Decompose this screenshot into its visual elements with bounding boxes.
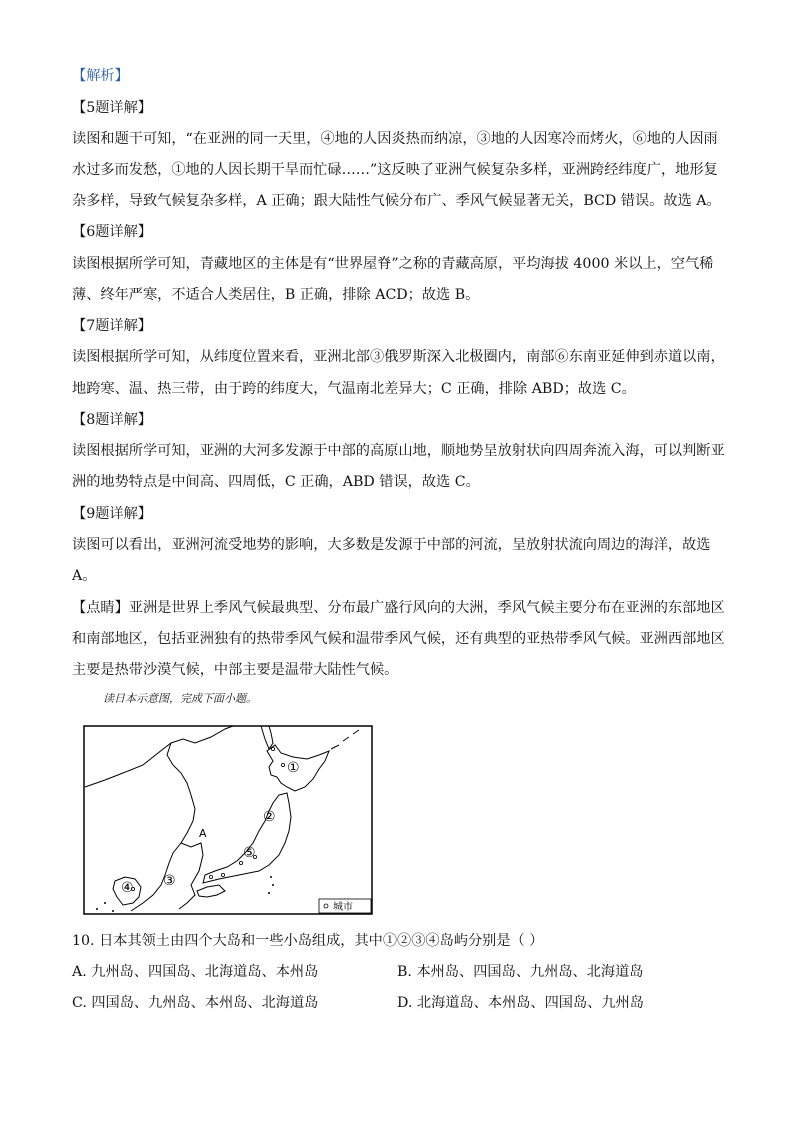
label-1: ① — [287, 760, 300, 776]
option-a[interactable]: A. 九州岛、四国岛、北海道岛、本州岛 — [72, 964, 319, 980]
q8-heading: 【8题详解】 — [72, 412, 152, 428]
label-5: ⑤ — [243, 845, 256, 861]
label-2: ② — [263, 809, 276, 825]
map-caption: 读日本示意图，完成下面小题。 — [103, 692, 257, 705]
q7-text-1: 读图根据所学可知，从纬度位置来看，亚洲北部③俄罗斯深入北极圈内，南部⑥东南亚延伸到赤道以南， — [72, 349, 725, 365]
q9-heading: 【9题详解】 — [72, 506, 152, 522]
q7-text-2: 地跨寒、温、热三带，由于跨的纬度大，气温南北差异大；C 正确，排除 ABD；故选 C。 — [72, 381, 636, 397]
legend-city-label: 城市 — [333, 902, 353, 913]
label-3: ③ — [163, 873, 176, 889]
tip-text-1: 【点睛】亚洲是世界上季风气候最典型、分布最广盛行风向的大洲，季风气候主要分布在亚洲的东部地区 — [72, 600, 725, 616]
q8-text-2: 洲的地势特点是中间高、四周低，C 正确，ABD 错误，故选 C。 — [72, 474, 480, 490]
q6-text-1: 读图根据所学可知，青藏地区的主体是有“世界屋脊”之称的青藏高原，平均海拔 4000 米以上，空气稀 — [72, 256, 714, 272]
tip-text-3: 主要是热带沙漠气候，中部主要是温带大陆性气候。 — [72, 662, 399, 678]
option-d[interactable]: D. 北海道岛、本州岛、四国岛、九州岛 — [397, 995, 644, 1011]
analysis-title: 【解析】 — [72, 68, 129, 84]
q5-text-3: 杂多样，导致气候复杂多样，A 正确；跟大陆性气候分布广、季风气候显著无关，BCD 错误。故选 A。 — [72, 193, 721, 209]
q6-heading: 【6题详解】 — [72, 224, 152, 240]
q9-text-2: A。 — [72, 568, 97, 584]
japan-map — [83, 725, 373, 915]
q8-text-1: 读图根据所学可知，亚洲的大河多发源于中部的高原山地，顺地势呈放射状向四周奔流入海，可以判断亚 — [72, 443, 725, 459]
question-10-stem: 10. 日本其领土由四个大岛和一些小岛组成，其中①②③④岛屿分别是（ ） — [72, 933, 544, 949]
q5-text-1: 读图和题干可知，“在亚洲的同一天里，④地的人因炎热而纳凉，③地的人因寒冷而烤火，⑥地的人因雨 — [72, 131, 718, 147]
q6-text-2: 薄、终年严寒，不适合人类居住，B 正确，排除 ACD；故选 B。 — [72, 287, 480, 303]
label-4: ④ — [121, 880, 134, 896]
option-b[interactable]: B. 本州岛、四国岛、九州岛、北海道岛 — [397, 964, 644, 980]
label-a: A — [199, 827, 207, 840]
q5-text-2: 水过多而发愁，①地的人因长期干旱而忙碌……”这反映了亚洲气候复杂多样，亚洲跨经纬度广，地形复 — [72, 162, 718, 178]
q7-heading: 【7题详解】 — [72, 318, 152, 334]
tip-text-2: 和南部地区，包括亚洲独有的热带季风气候和温带季风气候，还有典型的亚热带季风气候。亚洲西部地区 — [72, 631, 725, 647]
q5-heading: 【5题详解】 — [72, 100, 152, 116]
q9-text-1: 读图可以看出，亚洲河流受地势的影响，大多数是发源于中部的河流，呈放射状流向周边的海洋，故选 — [72, 537, 711, 553]
legend-city-icon — [324, 904, 328, 908]
option-c[interactable]: C. 四国岛、九州岛、本州岛、北海道岛 — [72, 995, 319, 1011]
